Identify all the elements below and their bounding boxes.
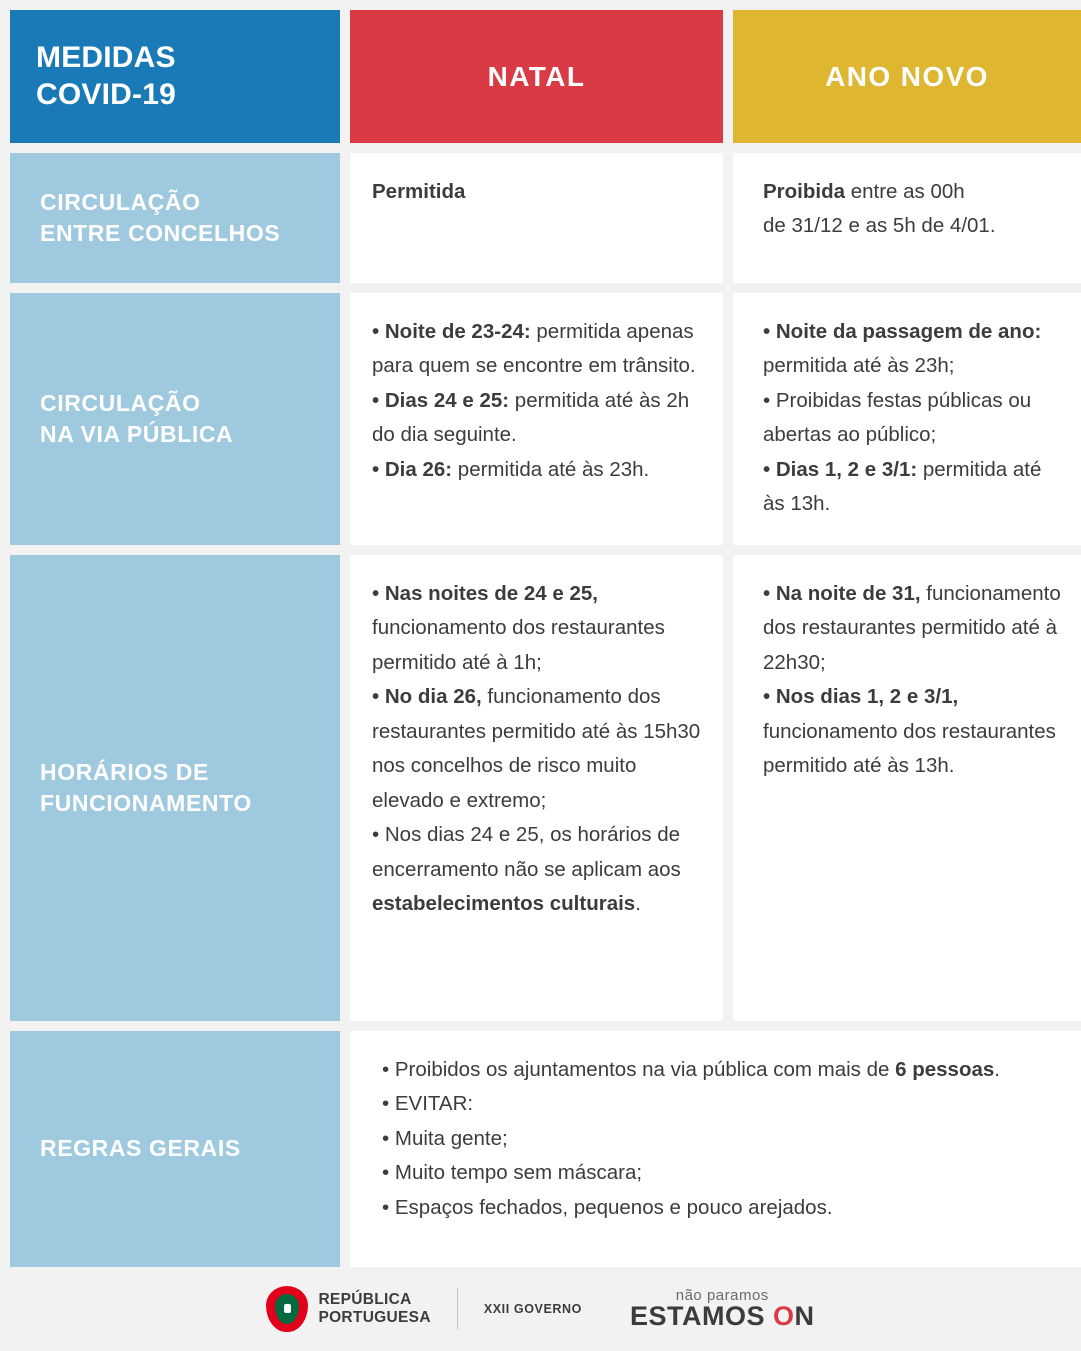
row-label-line2: FUNCIONAMENTO — [40, 790, 252, 816]
column-header-ano-novo: ANO NOVO — [733, 10, 1081, 143]
list-item: • Muita gente; — [382, 1126, 508, 1150]
estamos-on-logo — [630, 1288, 815, 1331]
text-normal: funcionamento dos restaurantes permitido até às 13h. — [763, 719, 1056, 778]
text-bold: • Dia 26: — [372, 457, 453, 481]
text-bold: • Dias 24 e 25: — [372, 388, 510, 412]
row-label-line1: CIRCULAÇÃO — [40, 389, 201, 416]
cell-natal-circulacao-concelhos — [350, 153, 723, 283]
text-normal: permitida apenas para quem se encontre em trânsito. — [372, 320, 696, 378]
row-label-line1: CIRCULAÇÃO — [40, 188, 201, 215]
slogan-small: não paramos — [675, 1286, 769, 1304]
text-bold: Proibida — [763, 180, 846, 203]
text-normal: permitida até às 23h; — [763, 354, 955, 378]
text-normal: funcionamento dos restaurantes permitido até à 1h; — [372, 616, 665, 674]
row-label-regras-gerais — [10, 1031, 340, 1267]
text-normal: • Nos dias 24 e 25, os horários de encerramento não se aplicam aos — [372, 823, 681, 881]
cell-natal-via-publica — [350, 293, 723, 545]
text-normal: de 31/12 e as 5h de 4/01. — [763, 214, 996, 238]
text-bold: • Na noite de 31, — [763, 582, 921, 605]
text-normal: • Proibidas festas públicas ou abertas ao público; — [763, 388, 1032, 447]
row-label-horarios-funcionamento — [10, 555, 340, 1021]
footer-divider — [457, 1288, 458, 1330]
row-circulacao-via-publica — [10, 293, 1071, 545]
republica-line2: PORTUGUESA — [318, 1309, 431, 1326]
column-header-natal: NATAL — [350, 10, 723, 143]
text-bold: • No dia 26, — [372, 685, 482, 709]
text-normal: entre as 00h — [845, 180, 965, 203]
row-horarios-funcionamento — [10, 555, 1071, 1021]
row-circulacao-entre-concelhos — [10, 153, 1071, 283]
slogan-big-text: ESTAMOS — [630, 1300, 774, 1331]
page-title-line1: MEDIDAS — [36, 40, 176, 74]
page-title-line2: COVID-19 — [36, 77, 176, 111]
cell-regras-gerais — [350, 1031, 1081, 1267]
text-normal: permitida até às 23h. — [452, 457, 650, 481]
text-bold: 6 pessoas — [895, 1058, 995, 1081]
row-regras-gerais — [10, 1031, 1071, 1267]
text-bold: • Noite de 23-24: — [372, 320, 531, 343]
cell-natal-horarios — [350, 555, 723, 1021]
text-normal: permitida até às 13h. — [763, 457, 1042, 516]
row-label-line1: HORÁRIOS DE — [40, 758, 209, 785]
row-label-line2: ENTRE CONCELHOS — [40, 220, 281, 246]
cell-ano-novo-circulacao-concelhos — [733, 153, 1081, 283]
text-normal: funcionamento dos restaurantes permitido até às 15h30 nos concelhos de risco muito elevado e extremo; — [372, 685, 701, 812]
text-bold: • Dias 1, 2 e 3/1: — [763, 457, 918, 481]
row-label-circulacao-entre-concelhos — [10, 153, 340, 283]
text-bold: • Nas noites de 24 e 25, — [372, 582, 598, 605]
text-normal: permitida até às 2h do dia seguinte. — [372, 388, 690, 447]
text-bold: • Nos dias 1, 2 e 3/1, — [763, 685, 959, 709]
republica-line1: REPÚBLICA — [318, 1290, 412, 1308]
slogan-o: O — [773, 1300, 795, 1331]
list-item: • Muito tempo sem máscara; — [382, 1161, 643, 1185]
cell-ano-novo-via-publica — [733, 293, 1081, 545]
list-item: • Espaços fechados, pequenos e pouco arejados. — [382, 1195, 833, 1219]
cell-ano-novo-horarios — [733, 555, 1081, 1021]
republica-portuguesa-logo — [266, 1286, 430, 1332]
row-label-circulacao-via-publica — [10, 293, 340, 545]
text-normal: • Proibidos os ajuntamentos na via pública com mais de — [382, 1058, 896, 1081]
text-normal: . — [635, 891, 641, 915]
page-title — [10, 10, 340, 143]
shield-icon — [266, 1286, 308, 1332]
text-normal: funcionamento dos restaurantes permitido até à 22h30; — [763, 582, 1061, 674]
footer — [10, 1267, 1071, 1351]
slogan-n: N — [794, 1300, 815, 1331]
text-normal: • EVITAR: — [382, 1092, 474, 1116]
text-bold: Permitida — [372, 180, 466, 203]
row-label-line2: NA VIA PÚBLICA — [40, 421, 234, 447]
governo-label: XXII GOVERNO — [483, 1302, 583, 1316]
text-bold: estabelecimentos culturais — [372, 891, 636, 915]
row-label-line1: REGRAS GERAIS — [40, 1135, 241, 1162]
text-bold: • Noite da passagem de ano: — [763, 320, 1042, 343]
header-row — [10, 10, 1071, 143]
text-normal: . — [994, 1058, 1000, 1081]
